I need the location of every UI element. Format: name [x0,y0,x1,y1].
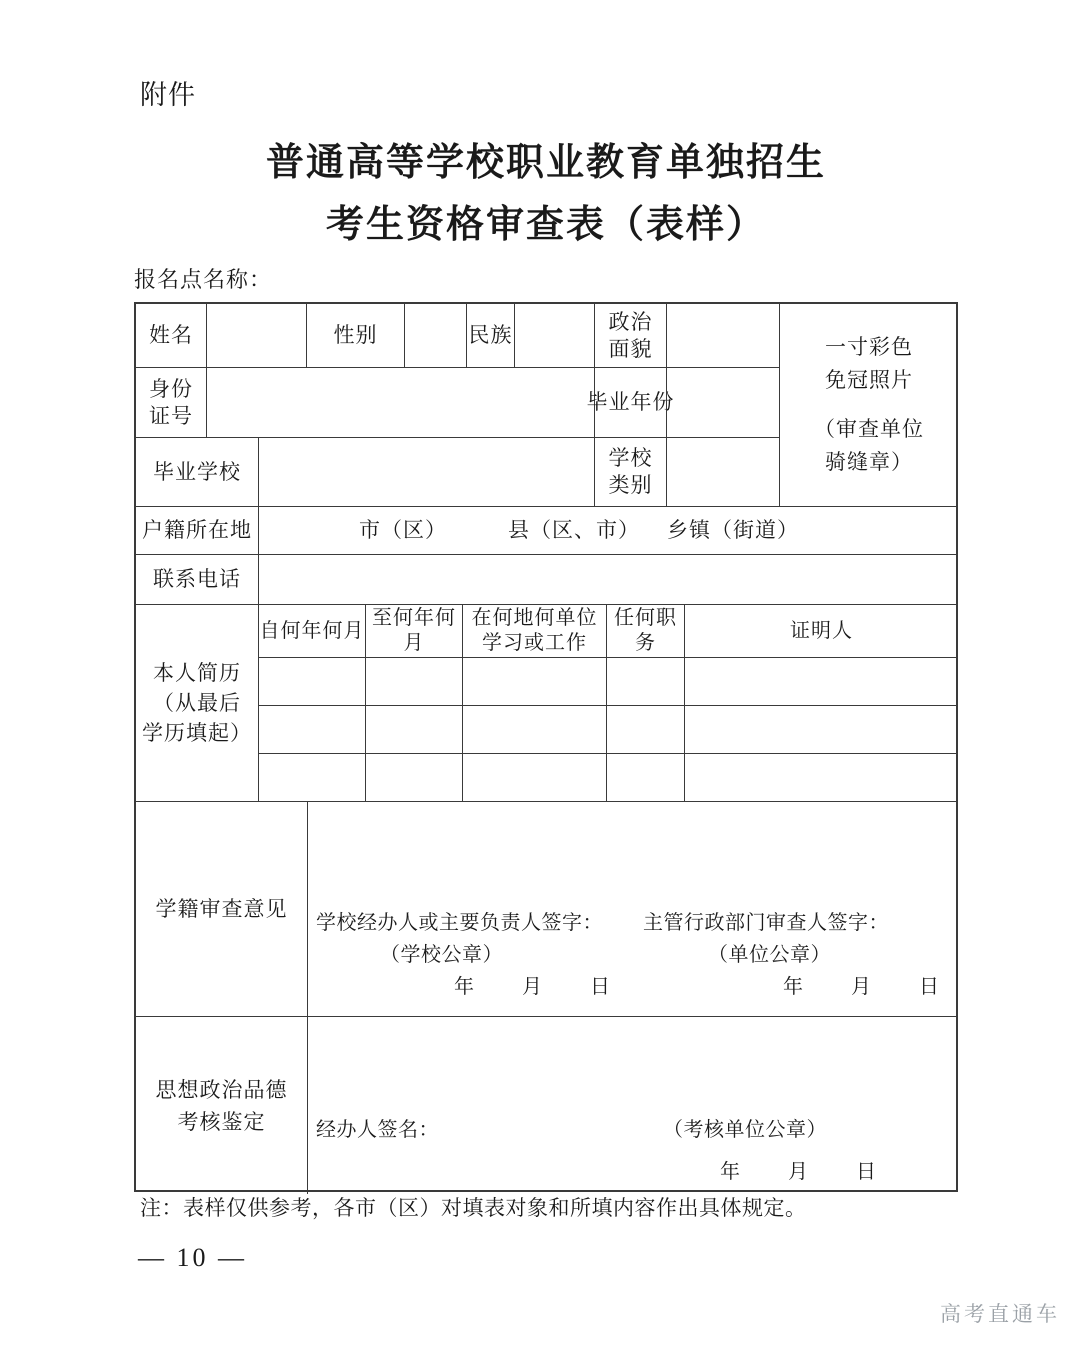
cell-gender-value[interactable] [404,304,466,368]
cell-school-type-value[interactable] [666,438,779,507]
page-number: — 10 — [138,1243,247,1272]
attachment-label: 附件 [140,80,196,110]
cell-household-label [136,507,258,555]
resume-header-place-line2: 学习或工作 [482,632,587,654]
resume-header-position-label: 任何职务 [614,607,677,654]
cell-gender-label [306,304,404,368]
resume-col-header-from [258,605,365,658]
cell-name-label [136,304,206,368]
resume-col-header-position [606,605,684,658]
table-row[interactable] [258,658,365,706]
resume-header-witness-label: 证明人 [790,619,853,642]
cell-name-value[interactable] [206,304,306,368]
id-number-label-line2: 证号 [149,403,193,428]
graduation-year-label: 毕业年份 [586,390,675,414]
cell-ethnicity-label [466,304,514,368]
resume-col-header-witness [684,605,958,658]
table-row[interactable] [258,754,365,802]
resume-col-header-place [462,605,606,658]
photo-line-3: （审查单位 [814,417,924,441]
resume-label-line1: 本人简历 [153,661,241,685]
name-label: 姓名 [149,323,193,347]
graduated-school-label: 毕业学校 [153,459,241,484]
moral-date-label: 年 月 日 [720,1161,890,1183]
political-status-label-line2: 面貌 [608,336,653,361]
resume-header-from-label: 自何年何月 [259,619,365,642]
review-left-seal-label: （学校公章） [380,944,503,966]
watermark-label: 高考直通车 [940,1302,1060,1326]
cell-school-type-label [594,438,666,507]
resume-label-line2: （从最后 [153,691,241,715]
review-left-date-label: 年 月 日 [454,976,624,998]
table-row[interactable] [365,754,462,802]
gender-label: 性别 [333,323,378,347]
cell-graduation-year-value[interactable] [666,368,779,438]
review-left-signature-label: 学校经办人或主要负责人签字： [316,912,603,934]
cell-phone-label [136,555,258,605]
cell-moral-assessment-label [136,1017,307,1194]
cell-review-opinion-label [136,802,307,1017]
table-row[interactable] [684,706,958,754]
cell-household-value[interactable] [258,507,958,555]
table-row[interactable] [684,754,958,802]
household-county-label: 县（区、市） [508,518,640,542]
resume-label-line3: 学历填起） [142,721,252,745]
review-opinion-label: 学籍审查意见 [155,897,288,921]
cell-photo-placeholder[interactable] [779,304,958,507]
review-right-seal-label: （单位公章） [708,944,831,966]
page-title [140,132,952,256]
cell-graduated-school-value[interactable] [258,438,594,507]
table-row[interactable] [606,658,684,706]
table-row[interactable] [365,658,462,706]
form-note: 注：表样仅供参考，各市（区）对填表对象和所填内容作出具体规定。 [140,1196,807,1220]
qualification-form-table [134,302,958,1192]
household-label: 户籍所在地 [142,518,252,542]
cell-id-number-value[interactable] [206,368,594,438]
cell-ethnicity-value[interactable] [514,304,594,368]
cell-political-status-label [594,304,666,368]
review-right-signature-label: 主管行政部门审查人签字： [643,912,889,934]
cell-moral-assessment-body[interactable] [307,1017,958,1194]
table-row[interactable] [606,754,684,802]
table-row[interactable] [258,706,365,754]
household-city-label: 市（区） [359,518,447,542]
table-row[interactable] [365,706,462,754]
school-type-label-line2: 类别 [608,473,653,497]
household-town-label: 乡镇（街道） [667,518,799,542]
review-right-date-label: 年 月 日 [783,976,953,998]
resume-col-header-to [365,605,462,658]
resume-header-to-label: 至何年何月 [372,607,456,654]
cell-graduation-year-label [586,368,675,438]
moral-assessment-label-line1: 思想政治品德 [155,1077,288,1102]
photo-line-1: 一寸彩色 [825,335,913,359]
photo-line-2: 免冠照片 [825,368,913,392]
resume-header-place-line1: 在何地何单位 [471,607,598,629]
cell-id-number-label [136,368,206,438]
photo-line-4: 骑缝章） [825,450,913,474]
cell-political-status-value[interactable] [666,304,779,368]
table-row[interactable] [462,754,606,802]
table-row[interactable] [606,706,684,754]
registration-site-label: 报名点名称： [134,267,273,292]
cell-graduated-school-label [136,438,258,507]
political-status-label-line1: 政治 [608,309,653,334]
title-line-2: 考生资格审查表（表样） [325,204,766,246]
moral-seal-label: （考核单位公章） [663,1119,827,1141]
moral-assessment-label-line2: 考核鉴定 [177,1109,266,1134]
table-row[interactable] [462,706,606,754]
phone-label: 联系电话 [153,567,241,591]
title-line-1: 普通高等学校职业教育单独招生 [265,142,826,184]
moral-signature-label: 经办人签名： [316,1119,439,1141]
ethnicity-label: 民族 [468,323,513,347]
table-row[interactable] [462,658,606,706]
id-number-label-line1: 身份 [149,376,193,401]
cell-phone-value[interactable] [258,555,958,605]
cell-resume-label [136,605,258,802]
school-type-label-line1: 学校 [608,446,653,470]
table-row[interactable] [684,658,958,706]
cell-review-opinion-body[interactable] [307,802,958,1017]
